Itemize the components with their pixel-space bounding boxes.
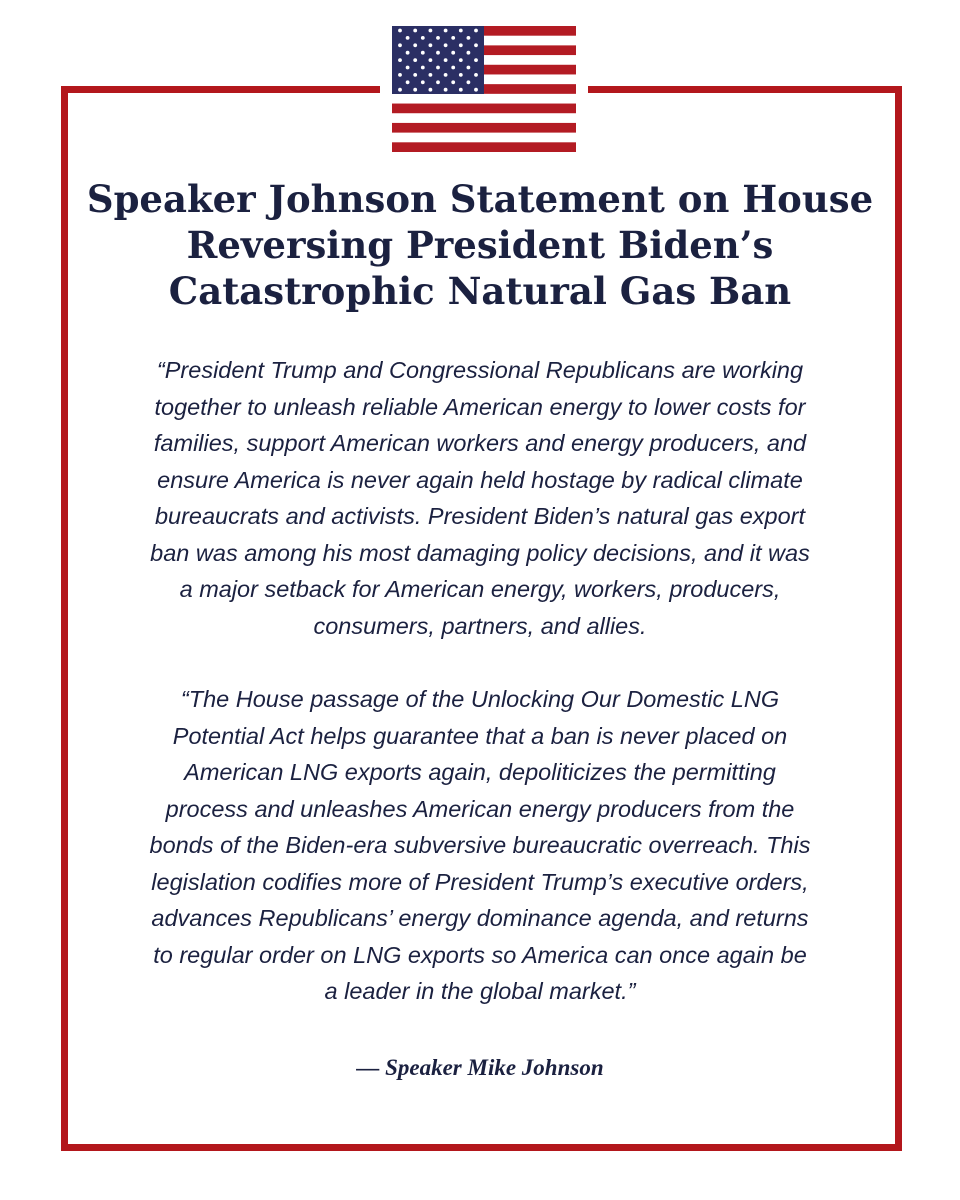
paragraph-line: legislation codifies more of President Trump’s executive orders,	[151, 868, 809, 895]
flag-star	[436, 36, 440, 40]
paragraph-line: families, support American workers and energy producers, and	[153, 430, 807, 456]
paragraph-line: advances Republicans’ energy dominance agenda, and returns	[151, 905, 809, 931]
quote-paragraph-2	[92, 681, 868, 1010]
paragraph-line: a major setback for American energy, workers, producers,	[179, 576, 781, 602]
flag-star	[467, 36, 471, 40]
paragraph-line: ensure America is never again held hostage by radical climate	[157, 466, 803, 493]
flag-star	[398, 43, 402, 47]
flag-star	[459, 29, 463, 33]
flag-star	[398, 88, 402, 92]
paragraph-line: ban was among his most damaging policy decisions, and it was	[150, 539, 810, 566]
flag-star	[451, 66, 455, 70]
paragraph-line: “The House passage of the Unlocking Our Domestic LNG	[180, 686, 780, 712]
paragraph-line: “President Trump and Congressional Republicans are working	[156, 357, 804, 383]
flag-stripe	[392, 104, 576, 114]
flag-star	[451, 36, 455, 40]
flag-star	[444, 88, 448, 92]
flag-star	[474, 29, 478, 33]
flag-star	[474, 88, 478, 92]
paragraph-line: bureaucrats and activists. President Biden’s natural gas export	[154, 503, 806, 529]
flag-star	[444, 73, 448, 77]
paragraph-line: consumers, partners, and allies.	[313, 612, 647, 639]
flag-star	[474, 58, 478, 62]
flag-star	[451, 51, 455, 55]
flag-star	[406, 66, 410, 70]
flag-star	[444, 29, 448, 33]
flag-star	[421, 80, 425, 84]
flag-star	[474, 43, 478, 47]
paragraph-line: process and unleashes American energy producers from the	[165, 795, 795, 822]
flag-star	[444, 43, 448, 47]
flag-star	[413, 58, 417, 62]
flag-star	[413, 88, 417, 92]
flag-star	[421, 36, 425, 40]
flag-star	[429, 73, 433, 77]
flag-star	[436, 80, 440, 84]
flag-star	[406, 51, 410, 55]
flag-star	[429, 88, 433, 92]
flag-star	[398, 73, 402, 77]
paragraph-line: a leader in the global market.”	[324, 978, 636, 1004]
paragraph-line: bonds of the Biden-era subversive bureaucratic overreach. This	[149, 832, 811, 858]
flag-star	[398, 58, 402, 62]
flag-star	[467, 80, 471, 84]
flag-container	[380, 26, 588, 156]
flag-star	[474, 73, 478, 77]
flag-star	[467, 51, 471, 55]
flag-star	[406, 80, 410, 84]
flag-star	[406, 36, 410, 40]
flag-stripe	[392, 142, 576, 152]
flag-star	[459, 88, 463, 92]
flag-star	[398, 29, 402, 33]
flag-star	[413, 29, 417, 33]
flag-star	[436, 66, 440, 70]
flag-star	[467, 66, 471, 70]
signature: — Speaker Mike Johnson	[356, 1055, 604, 1080]
paragraph-line: Potential Act helps guarantee that a ban is never placed on	[172, 722, 788, 749]
flag-star	[451, 80, 455, 84]
headline-line-2: Reversing President Biden’s	[186, 223, 774, 267]
flag-star	[444, 58, 448, 62]
flag-star	[436, 51, 440, 55]
flag-star	[413, 73, 417, 77]
flag-star	[429, 58, 433, 62]
flag-star	[459, 73, 463, 77]
headline	[70, 176, 890, 314]
flag-star	[421, 51, 425, 55]
flag-star	[429, 43, 433, 47]
headline-line-3: Catastrophic Natural Gas Ban	[168, 269, 792, 313]
paragraph-line: together to unleash reliable American energy to lower costs for	[154, 393, 806, 420]
flag-star	[459, 43, 463, 47]
paragraph-line: American LNG exports again, depoliticizes the permitting	[184, 759, 776, 785]
flag-star	[421, 66, 425, 70]
statement-body	[92, 352, 868, 1010]
flag-stripe	[392, 123, 576, 133]
flag-star	[429, 29, 433, 33]
quote-paragraph-1	[92, 352, 868, 644]
flag-star	[459, 58, 463, 62]
us-flag-icon	[392, 26, 576, 152]
headline-line-1: Speaker Johnson Statement on House	[86, 177, 874, 221]
flag-star	[413, 43, 417, 47]
paragraph-line: to regular order on LNG exports so America can once again be	[153, 941, 807, 968]
